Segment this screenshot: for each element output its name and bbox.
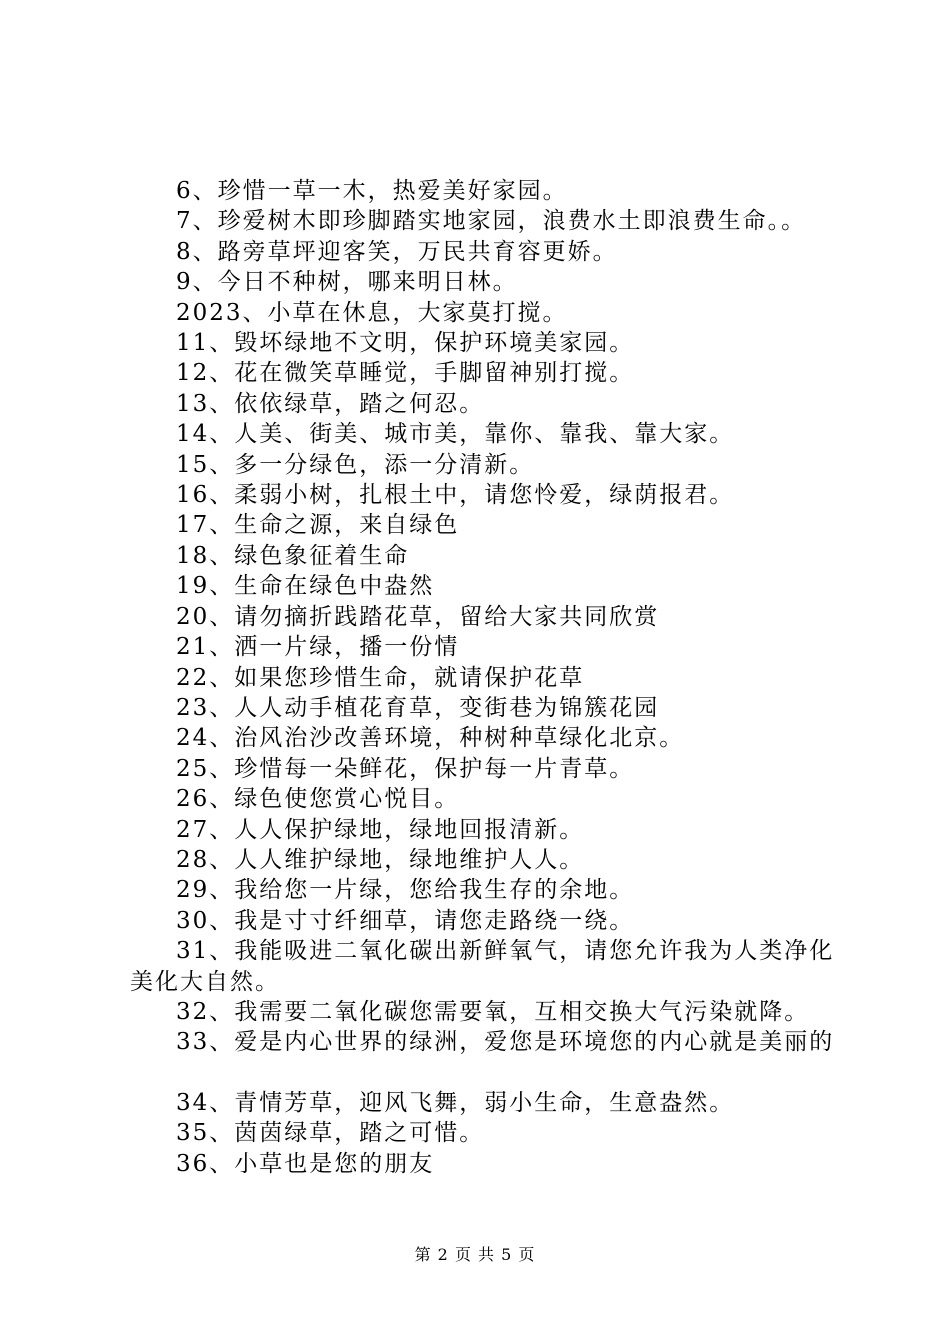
list-item: 33、爱是内心世界的绿洲，爱您是环境您的内心就是美丽的 <box>176 1029 835 1056</box>
list-item: 36、小草也是您的朋友 <box>176 1150 435 1177</box>
list-item: 35、茵茵绿草，踏之可惜。 <box>176 1120 485 1147</box>
list-item: 28、人人维护绿地，绿地维护人人。 <box>176 846 585 873</box>
list-item: 32、我需要二氧化碳您需要氧，互相交换大气污染就降。 <box>176 998 810 1025</box>
list-item: 30、我是寸寸纤细草，请您走路绕一绕。 <box>176 907 635 934</box>
list-item: 29、我给您一片绿，您给我生存的余地。 <box>176 877 635 904</box>
list-item: 9、今日不种树，哪来明日林。 <box>176 269 518 296</box>
list-item: 24、治风治沙改善环境，种树种草绿化北京。 <box>176 725 685 752</box>
list-item: 20、请勿摘折践踏花草，留给大家共同欣赏 <box>176 603 660 630</box>
list-item: 19、生命在绿色中盎然 <box>176 573 435 600</box>
list-item: 6、珍惜一草一木，热爱美好家园。 <box>176 178 568 204</box>
list-item: 11、毁坏绿地不文明，保护环境美家园。 <box>176 330 635 357</box>
list-item: 21、洒一片绿，播一份情 <box>176 634 460 661</box>
list-item: 22、如果您珍惜生命，就请保护花草 <box>176 664 585 691</box>
list-item: 13、依依绿草，踏之何忍。 <box>176 390 485 417</box>
list-item: 15、多一分绿色，添一分清新。 <box>176 451 535 478</box>
list-item: 2023、小草在休息，大家莫打搅。 <box>176 299 568 326</box>
list-item: 25、珍惜每一朵鲜花，保护每一片青草。 <box>176 755 635 782</box>
slogan-list <box>130 176 840 1179</box>
list-item: 23、人人动手植花育草，变街巷为锦簇花园 <box>176 694 660 721</box>
list-item: 8、路旁草坪迎客笑，万民共育容更娇。 <box>176 238 618 265</box>
list-item: 27、人人保护绿地，绿地回报清新。 <box>176 816 585 843</box>
paragraph-gap <box>130 1058 840 1088</box>
list-item: 34、青情芳草，迎风飞舞，弱小生命，生意盎然。 <box>176 1089 735 1116</box>
list-item: 14、人美、街美、城市美，靠你、靠我、靠大家。 <box>176 421 735 448</box>
page-number-footer: 第 2 页 共 5 页 <box>414 1245 536 1264</box>
list-item: 12、花在微笑草睡觉，手脚留神别打搅。 <box>176 360 635 387</box>
list-item: 18、绿色象征着生命 <box>176 542 410 569</box>
list-item: 7、珍爱树木即珍脚踏实地家园，浪费水土即浪费生命。。 <box>176 208 807 235</box>
list-item: 26、绿色使您赏心悦目。 <box>176 786 460 813</box>
list-item: 17、生命之源，来自绿色 <box>176 512 460 539</box>
list-item: 16、柔弱小树，扎根土中，请您怜爱，绿荫报君。 <box>176 482 735 509</box>
list-item-wrapped: 31、我能吸进二氧化碳出新鲜氧气，请您允许我为人类净化美化大自然。 <box>130 938 835 995</box>
